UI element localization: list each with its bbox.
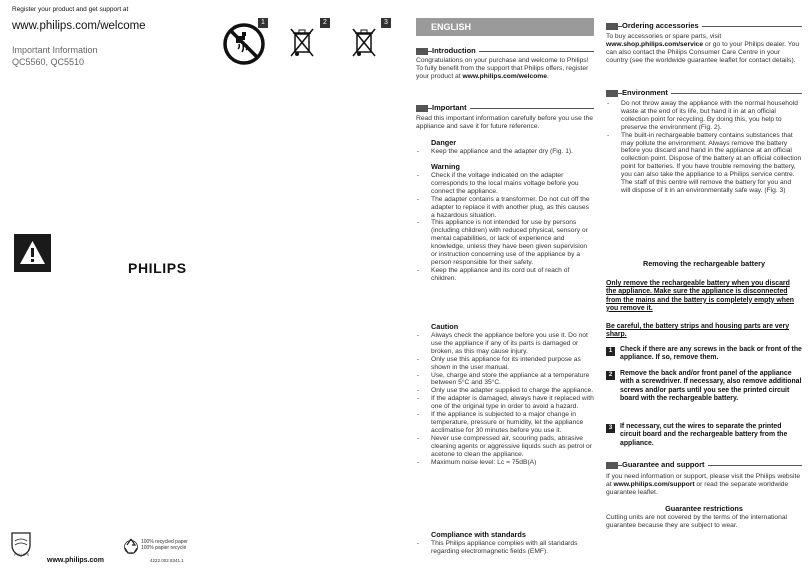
fig-1-no-water-icon [222,22,266,71]
guarantee-text: If you need information or support, please visit the Philips website at www.philips.com/support or read the separate worldwide guarantee leaflet. [606,473,801,496]
list-item: - Maximum noise level: Lc = 75dB(A) [416,459,594,467]
register-url[interactable]: www.philips.com/welcome [12,20,146,32]
compliance-heading: Compliance with standards [431,530,526,539]
section-heading-introduction: Introduction [416,46,594,55]
section-heading-guarantee: Guarantee and support [606,460,802,469]
shop-link[interactable]: www.shop.philips.com/service [606,40,704,48]
caution-heading: Caution [431,322,459,331]
introduction-text: Congratulations on your purchase and welcome to Philips! To fully benefit from the support that Philips offers, register your product at www.philips.com/welcome. [416,57,589,80]
section-heading-ordering: Ordering accessories [606,21,802,30]
section-heading-important: Important [416,103,594,112]
sharp-parts-warning: Be careful, the battery strips and housing parts are very sharp. [606,323,790,339]
fig-2-weee-bin-icon [288,26,316,63]
fig-label-3: 3 [381,18,391,28]
register-link[interactable]: www.philips.com/welcome [462,72,547,80]
list-item: - This appliance is not intended for use by persons (including children) with reduced physical, sensory or mental capabilities, or lack of experience and knowledge, unless they have been given supervision or instruction concerning use of the appliance by a person responsible for their safety. [416,219,594,266]
danger-heading: Danger [431,138,457,147]
language-header: ENGLISH [416,18,594,36]
list-item: - Only use this appliance for its intended purpose as shown in the user manual. [416,356,594,372]
philips-shield-icon [10,531,32,562]
support-link[interactable]: www.philips.com/support [613,480,695,488]
list-item: - Keep the appliance and the adapter dry (Fig. 1). [416,148,594,156]
list-item: - If the appliance is subjected to a major change in temperature, pressure or humidity, let the appliance acclimatise for 30 minutes before you use it. [416,411,594,435]
fig-label-2: 2 [320,18,330,28]
register-text: Register your product and get support at [12,6,129,13]
list-item: - Always check the appliance before you use it. Do not use the appliance if any of its parts is damaged or broken, as this may cause injury. [416,332,594,356]
removal-step: 3 If necessary, cut the wires to separate the printed circuit board and the rechargeable battery from the appliance. [606,423,802,448]
list-item: - Use, charge and store the appliance at a temperature between 5°C and 35°C. [416,372,594,388]
list-item: - Only use the adapter supplied to charge the appliance. [416,387,594,395]
environment-list [606,100,802,195]
fig-3-battery-bin-icon [350,26,378,63]
fig-label-1: 1 [258,18,268,28]
warning-list [416,172,594,283]
step-number: 1 [606,347,615,356]
removal-warning: Only remove the rechargeable battery when you discard the appliance. Make sure the appliance is disconnected from the mains and the battery is completely empty when you remove it. [606,280,795,312]
footer-url[interactable]: www.philips.com [47,557,104,564]
list-item: - The adapter contains a transformer. Do not cut off the adapter to replace it with another plug, as this causes a hazardous situation. [416,196,594,220]
document-code: 4222.002.8341.1 [150,558,184,563]
compliance-list [416,540,594,556]
removal-step: 2 Remove the back and/or front panel of the appliance with a screwdriver. If necessary, also remove additional screws and/or parts until you see the printed circuit board with the rechargeable battery. [606,370,802,403]
list-item: - This Philips appliance complies with all standards regarding electromagnetic fields (EMF). [416,540,594,556]
restrictions-text: Cutting units are not covered by the terms of the international guarantee because they are subject to wear. [606,514,788,529]
recycled-paper-note: 100% recycled paper 100% papier recyclé [141,539,188,551]
removing-battery-heading: Removing the rechargeable battery [642,259,766,268]
brand-logo: PHILIPS [128,260,187,276]
shield-text: PHILIPS [14,552,30,557]
warning-icon [14,234,51,272]
english-column [416,0,594,582]
step-number: 2 [606,371,615,380]
list-item: - Check if the voltage indicated on the adapter corresponds to the local mains voltage before you connect the appliance. [416,172,594,196]
list-item: - If the adapter is damaged, always have it replaced with one of the original type in order to avoid a hazard. [416,395,594,411]
important-text: Read this important information carefully before you use the appliance and save it for future reference. [416,115,593,130]
removal-step: 1 Check if there are any screws in the back or front of the appliance. If so, remove them. [606,346,802,363]
document-info [12,44,98,68]
recycle-icon [123,538,139,559]
list-item: - The built-in rechargeable battery contains substances that may pollute the environment. Always remove the battery before you discard and hand in the appliance at an official collection point. Dispose of the battery at an official collection point for batteries. If you have trouble removing the battery, you can also take the appliance to a Philips service centre. The staff of this centre will remove the battery for you and will dispose of it in an environmentally safe way. (Fig. 3) [606,132,802,195]
step-number: 3 [606,424,615,433]
warning-heading: Warning [431,162,460,171]
info-title: Important Information [12,45,98,55]
caution-list [416,332,594,466]
section-heading-environment: Environment [606,88,802,97]
list-item: - Do not throw away the appliance with the normal household waste at the end of its life, but hand it in at an official collection point for recycling. By doing this, you help to preserve the environment (Fig. 2). [606,100,802,132]
guarantee-restrictions-heading: Guarantee restrictions [665,504,743,513]
model-numbers: QC5560, QC5510 [12,57,85,67]
danger-list [416,148,594,156]
list-item: - Keep the appliance and its cord out of reach of children. [416,267,594,283]
list-item: - Never use compressed air, scouring pads, abrasive cleaning agents or aggressive liquids such as petrol or acetone to clean the appliance. [416,435,594,459]
ordering-text: To buy accessories or spare parts, visit www.shop.philips.com/service or go to your Philips dealer. You can also contact the Philips Consumer Care Centre in your country (see the worldwide guarantee leaflet for contact details). [606,33,800,64]
right-column [606,0,802,582]
